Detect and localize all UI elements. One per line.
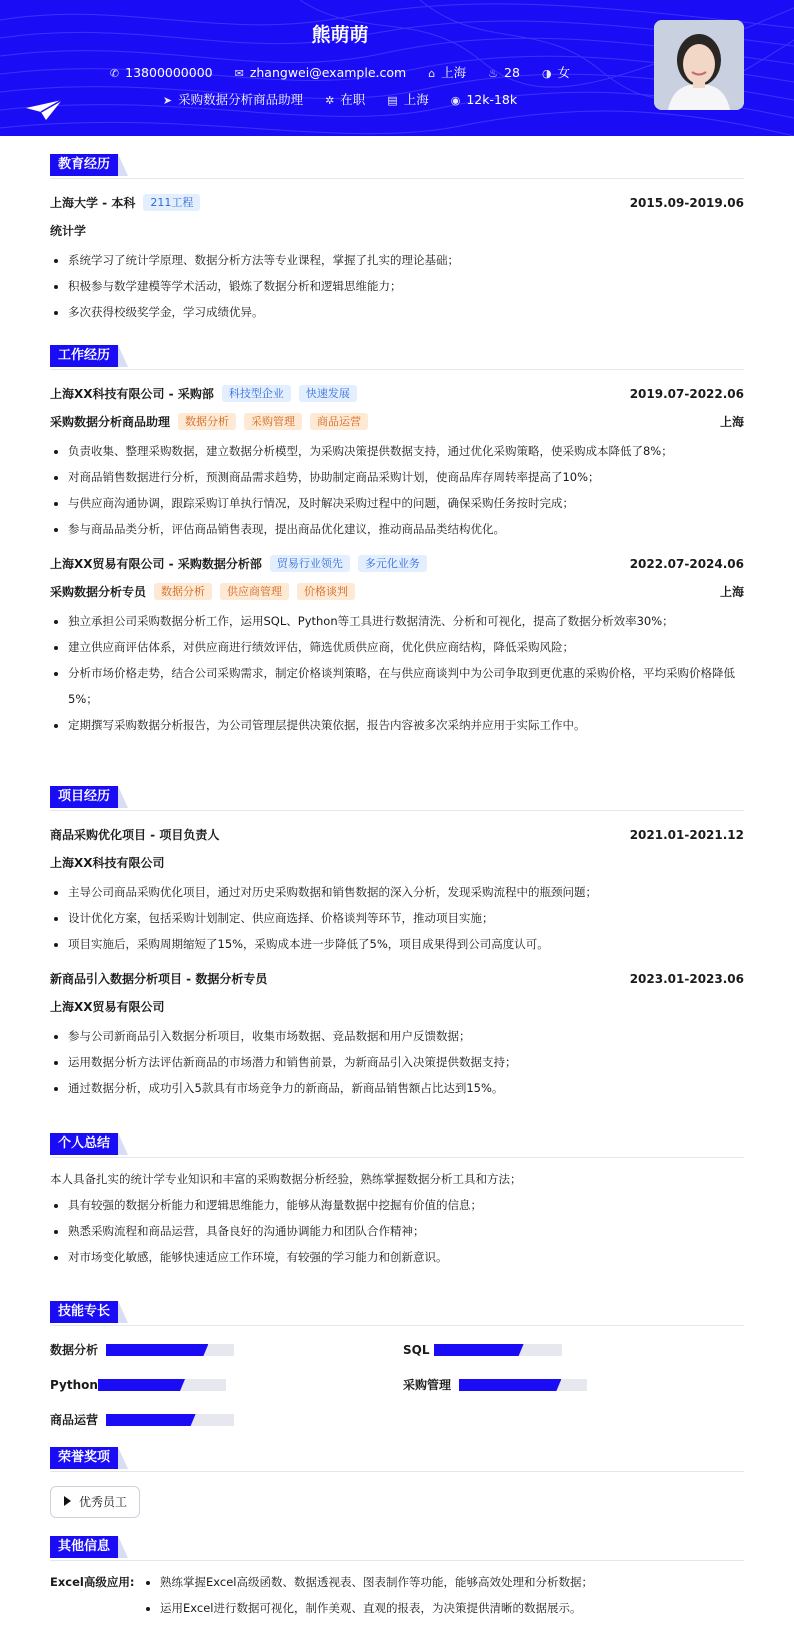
company-name: 上海XX科技有限公司 - 采购部 [50,387,214,401]
job-period: 2019.07-2022.06 [629,387,744,401]
project-header-line [50,823,744,847]
other-section [50,1536,744,1621]
skill-bar-fill [106,1414,196,1426]
education-title: 教育经历 [50,154,744,179]
project-company-line [50,851,744,875]
awards-section [50,1447,744,1472]
role-tag: 价格谈判 [297,583,355,600]
phone-value: 13800000000 [125,65,213,80]
age-item [488,65,520,80]
list-item: • 与供应商沟通协调，跟踪采购订单执行情况，及时解决采购过程中的问题，确保采购任务按时完成； [68,490,744,516]
email-item [235,65,407,80]
project-bullets [50,879,744,957]
cake-icon: ♨ [488,67,499,80]
list-item: • 对市场变化敏感，能够快速适应工作环境，有较强的学习能力和创新意识。 [68,1244,744,1270]
profile-photo [654,20,744,110]
education-period: 2015.09-2019.06 [629,196,744,210]
project-period: 2021.01-2021.12 [629,828,744,842]
awards-title: 荣誉奖项 [50,1447,744,1472]
skill-label: SQL [403,1343,430,1357]
gear-icon: ✲ [325,94,335,107]
job-header-line [50,552,744,576]
skills-title: 技能专长 [50,1301,744,1326]
skill-bar-fill [98,1379,185,1391]
role-name: 采购数据分析商品助理 [50,415,171,429]
coin-icon: ◉ [450,94,461,107]
job-intent-row [0,90,680,108]
other-title: 其他信息 [50,1536,744,1561]
location-item [428,63,466,81]
skill-bar-fill [106,1344,208,1356]
work-title: 工作经历 [50,345,744,370]
salary-item [451,92,517,107]
education-bullets [50,247,744,325]
home-icon: ⌂ [428,67,436,80]
phone-item [110,65,213,80]
job-bullets [50,608,744,738]
skills-section [50,1301,744,1326]
email-value: zhangwei@example.com [249,65,407,80]
play-icon [64,1496,71,1506]
building-icon: ▤ [387,94,398,107]
skill-label: 数据分析 [50,1343,99,1357]
skill-bar-fill [434,1344,524,1356]
summary-section [50,1133,744,1270]
company-tag: 贸易行业领先 [270,555,350,572]
list-item: • 熟悉采购流程和商品运营，具备良好的沟通协调能力和团队合作精神； [68,1218,744,1244]
status-value: 在职 [340,92,366,107]
resume-header [0,0,794,136]
role-line [50,580,744,604]
role-line [50,410,744,434]
work-section [50,345,744,738]
skill-label: Python [50,1378,98,1392]
skill-bar [106,1344,234,1356]
list-item: • 设计优化方案，包括采购计划制定、供应商选择、价格谈判等环节，推动项目实施； [68,905,744,931]
list-item: • 系统学习了统计学原理、数据分析方法等专业课程，掌握了扎实的理论基础； [68,247,744,273]
project-name: 商品采购优化项目 - 项目负责人 [50,828,220,842]
avatar [654,20,744,110]
list-item: • 积极参与数学建模等学术活动，锻炼了数据分析和逻辑思维能力； [68,273,744,299]
contact-row [0,63,680,81]
role-tag: 供应商管理 [220,583,289,600]
major: 统计学 [50,224,87,238]
summary-title: 个人总结 [50,1133,744,1158]
role-name: 采购数据分析专员 [50,585,147,599]
location-value: 上海 [441,65,467,80]
list-item: • 分析市场价格走势，结合公司采购需求，制定价格谈判策略，在与供应商谈判中为公司争取到更优惠的采购价格，平均采购价格降低5%； [68,660,744,712]
award-label: 优秀员工 [79,1495,128,1509]
company-tag: 多元化业务 [358,555,427,572]
list-item: • 具有较强的数据分析能力和逻辑思维能力，能够从海量数据中挖掘有价值的信息； [68,1192,744,1218]
position-value: 采购数据分析商品助理 [178,92,304,107]
job-period: 2022.07-2024.06 [629,557,744,571]
job-city: 上海 [719,415,744,429]
list-item: • 主导公司商品采购优化项目，通过对历史采购数据和销售数据的深入分析，发现采购流程中的瓶颈问题； [68,879,744,905]
role-tag: 商品运营 [310,413,368,430]
projects-section [50,786,744,1101]
list-item: • 参与商品品类分析，评估商品销售表现，提出商品优化建议，推动商品品类结构优化。 [68,516,744,542]
summary-intro: 本人具备扎实的统计学专业知识和丰富的采购数据分析经验，熟练掌握数据分析工具和方法； [50,1172,522,1186]
skill-bar [459,1379,587,1391]
salary-value: 12k-18k [466,92,518,107]
candidate-name: 熊萌萌 [311,24,369,46]
role-tag: 采购管理 [244,413,302,430]
list-item: • 独立承担公司采购数据分析工作，运用SQL、Python等工具进行数据清洗、分析和可视化，提高了数据分析效率30%； [68,608,744,634]
award-badge [50,1486,140,1518]
phone-icon: ✆ [109,67,120,80]
gender-icon: ◑ [541,67,552,80]
list-item: • 运用Excel进行数据可视化，制作美观、直观的报表，为决策提供清晰的数据展示。 [160,1595,744,1621]
project-company: 上海XX贸易有限公司 [50,1000,165,1014]
job-header-line [50,382,744,406]
project-company: 上海XX科技有限公司 [50,856,165,870]
company-tag: 科技型企业 [222,385,291,402]
skill-bar [434,1344,562,1356]
status-item [325,90,365,108]
company-tag: 快速发展 [299,385,357,402]
school-tag: 211工程 [143,194,200,211]
role-tag: 数据分析 [178,413,236,430]
education-header-line [50,191,744,215]
position-item [163,90,303,108]
list-item: • 通过数据分析，成功引入5款具有市场竞争力的新商品，新商品销售额占比达到15%。 [68,1075,744,1101]
city-value: 上海 [403,92,429,107]
list-item: • 运用数据分析方法评估新商品的市场潜力和销售前景，为新商品引入决策提供数据支持； [68,1049,744,1075]
gender-value: 女 [557,65,571,80]
skill-bar [106,1414,234,1426]
job-bullets [50,438,744,542]
summary-bullets [50,1192,744,1270]
projects-title: 项目经历 [50,786,744,811]
list-item: • 熟练掌握Excel高级函数、数据透视表、图表制作等功能，能够高效处理和分析数据； [160,1569,744,1595]
project-name: 新商品引入数据分析项目 - 数据分析专员 [50,972,268,986]
skill-label: 采购管理 [403,1378,452,1392]
list-item: • 定期撰写采购数据分析报告，为公司管理层提供决策依据，报告内容被多次采纳并应用于实际工作中。 [68,712,744,738]
mail-icon: ✉ [234,67,244,80]
role-tag: 数据分析 [154,583,212,600]
project-header-line [50,967,744,991]
list-item: • 负责收集、整理采购数据，建立数据分析模型，为采购决策提供数据支持，通过优化采购策略，使采购成本降低了8%； [68,438,744,464]
job-city: 上海 [719,585,744,599]
other-label: Excel高级应用: [50,1575,135,1589]
skill-label: 商品运营 [50,1413,99,1427]
list-item: • 项目实施后，采购周期缩短了15%，采购成本进一步降低了5%，项目成果得到公司高度认可。 [68,931,744,957]
gender-item [542,63,570,81]
list-item: • 对商品销售数据进行分析，预测商品需求趋势，协助制定商品采购计划，使商品库存周转率提高了10%； [68,464,744,490]
skill-bar-fill [459,1379,561,1391]
list-item: • 多次获得校级奖学金，学习成绩优异。 [68,299,744,325]
company-name: 上海XX贸易有限公司 - 采购数据分析部 [50,557,262,571]
other-item [50,1569,744,1621]
skill-bar [98,1379,226,1391]
other-bullets [142,1569,744,1621]
paper-plane-icon [24,98,64,122]
education-section [50,154,744,325]
list-item: • 建立供应商评估体系，对供应商进行绩效评估，筛选优质供应商，优化供应商结构，降低采购风险； [68,634,744,660]
major-line [50,219,744,243]
project-period: 2023.01-2023.06 [629,972,744,986]
city-item [387,90,428,108]
school-name: 上海大学 - 本科 [50,196,136,210]
project-bullets [50,1023,744,1101]
list-item: • 参与公司新商品引入数据分析项目，收集市场数据、竞品数据和用户反馈数据； [68,1023,744,1049]
age-value: 28 [504,65,520,80]
send-icon: ➤ [162,94,173,107]
project-company-line [50,995,744,1019]
